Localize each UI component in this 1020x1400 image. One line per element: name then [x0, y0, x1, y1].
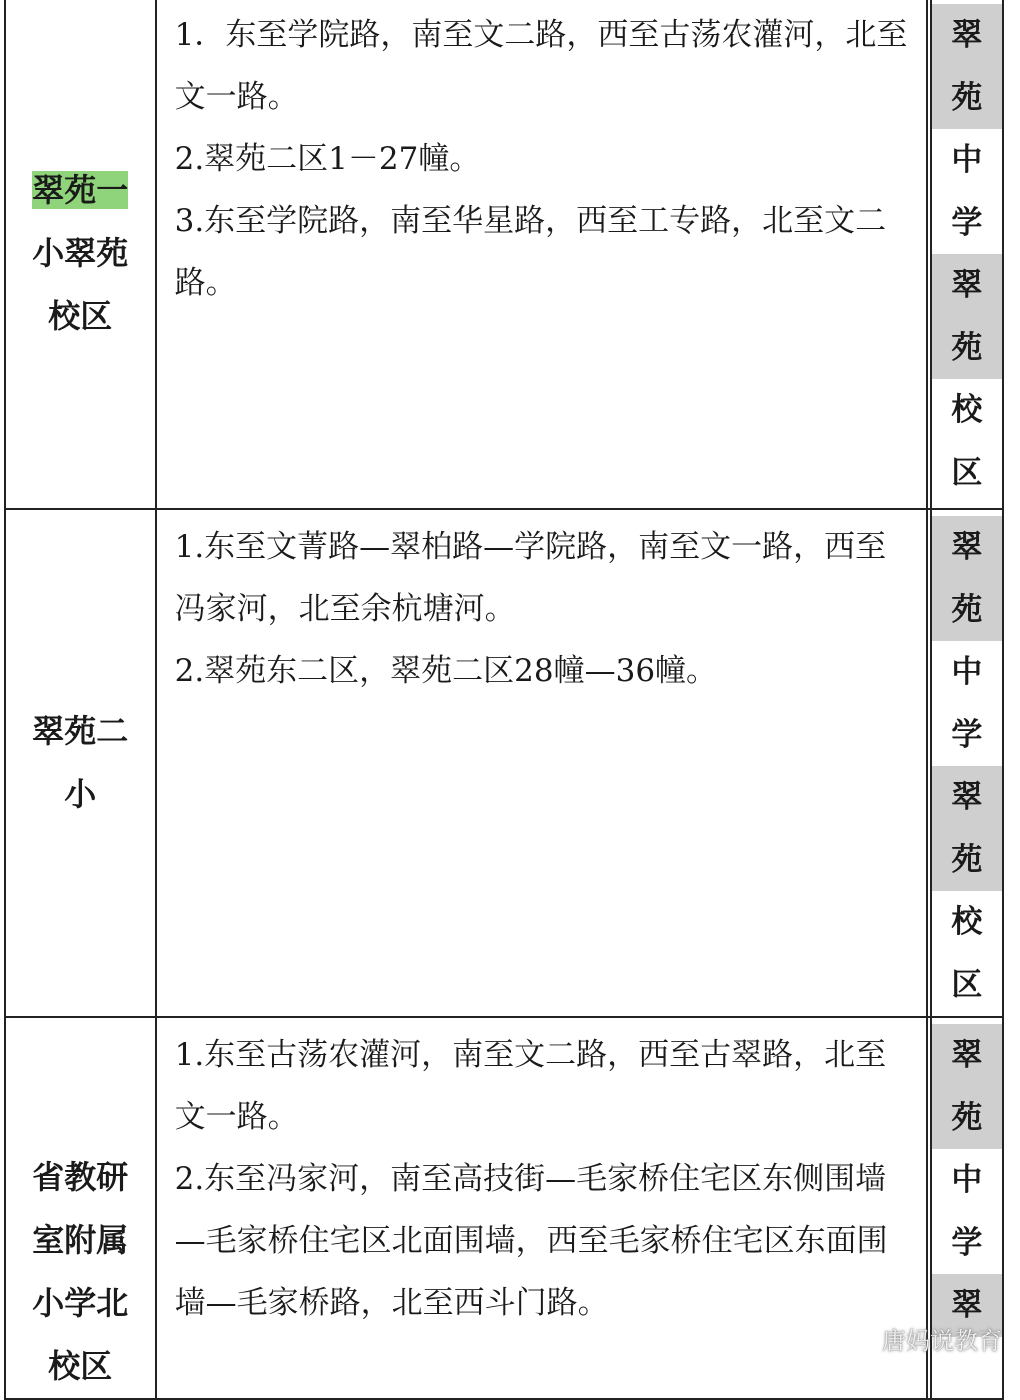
area-item: 2.东至冯家河，南至高技街—毛家桥住宅区东侧围墙—毛家桥住宅区北面围墙，西至毛家桥住宅区东面围墙—毛家桥路，北至西斗门路。 [174, 1161, 888, 1321]
school-name-line: 小 [64, 775, 97, 813]
school-name-line: 翠苑一 [32, 170, 129, 209]
middle-school-char: 校 [951, 392, 983, 428]
table-row [5, 1017, 1003, 1399]
middle-school-char: 学 [951, 1224, 983, 1261]
middle-school-char: 学 [951, 204, 983, 241]
area-item: 2.翠苑二区1－27幢。 [174, 141, 481, 177]
middle-school-name [932, 0, 1002, 504]
area-list [157, 0, 926, 314]
middle-school-char: 翠 [932, 1274, 1002, 1337]
area-item: 1．东至学院路，南至文二路，西至古荡农灌河，北至文一路。 [174, 17, 908, 115]
primary-school-cell [5, 1017, 156, 1399]
area-list [157, 1018, 926, 1334]
watermark: 唐妈说教育 [882, 1327, 1002, 1355]
primary-school-name [6, 1146, 155, 1398]
area-list [157, 510, 926, 702]
table-row [5, 509, 1003, 1017]
school-district-table [4, 0, 1004, 1400]
school-name-line: 小翠苑 [32, 233, 129, 272]
area-cell [156, 1017, 927, 1399]
middle-school-char: 苑 [932, 317, 1002, 380]
middle-school-char: 翠 [932, 4, 1002, 67]
area-item: 1.东至古荡农灌河，南至文二路，西至古翠路，北至文一路。 [174, 1037, 887, 1135]
middle-school-char: 翠 [932, 766, 1002, 829]
school-name-line: 小学北 [32, 1284, 129, 1322]
primary-school-cell [5, 509, 156, 1017]
middle-school-char: 苑 [932, 1087, 1002, 1150]
middle-school-char: 翠 [932, 516, 1002, 579]
middle-school-char: 苑 [932, 67, 1002, 130]
middle-school-name [932, 1018, 1002, 1337]
primary-school-name [6, 700, 155, 826]
middle-school-char: 中 [951, 142, 983, 178]
school-name-line: 校区 [48, 296, 113, 335]
school-name-line: 省教研 [32, 1158, 129, 1196]
table-row [5, 0, 1003, 509]
school-name-line: 校区 [48, 1347, 113, 1385]
primary-school-name [6, 159, 155, 348]
area-cell [156, 509, 927, 1017]
middle-school-char: 苑 [932, 829, 1002, 892]
area-cell [156, 0, 927, 509]
area-item: 2.翠苑东二区，翠苑二区28幢—36幢。 [174, 653, 718, 689]
middle-school-cell [931, 509, 1003, 1017]
middle-school-char: 苑 [932, 579, 1002, 642]
middle-school-cell [931, 0, 1003, 509]
middle-school-char: 翠 [932, 254, 1002, 317]
primary-school-cell [5, 0, 156, 509]
middle-school-char: 学 [951, 716, 983, 753]
school-name-line: 翠苑二 [32, 712, 129, 750]
middle-school-char: 校 [951, 904, 983, 940]
middle-school-char: 中 [951, 1162, 983, 1198]
middle-school-char: 翠 [932, 1024, 1002, 1087]
area-item: 3.东至学院路，南至华星路，西至工专路，北至文二路。 [174, 203, 887, 301]
school-name-line: 室附属 [32, 1221, 129, 1259]
middle-school-char: 区 [951, 966, 983, 1003]
middle-school-char: 中 [951, 654, 983, 690]
middle-school-name [932, 510, 1002, 1016]
middle-school-char: 区 [951, 454, 983, 491]
area-item: 1.东至文菁路—翠柏路—学院路，南至文一路，西至冯家河，北至余杭塘河。 [174, 529, 887, 627]
